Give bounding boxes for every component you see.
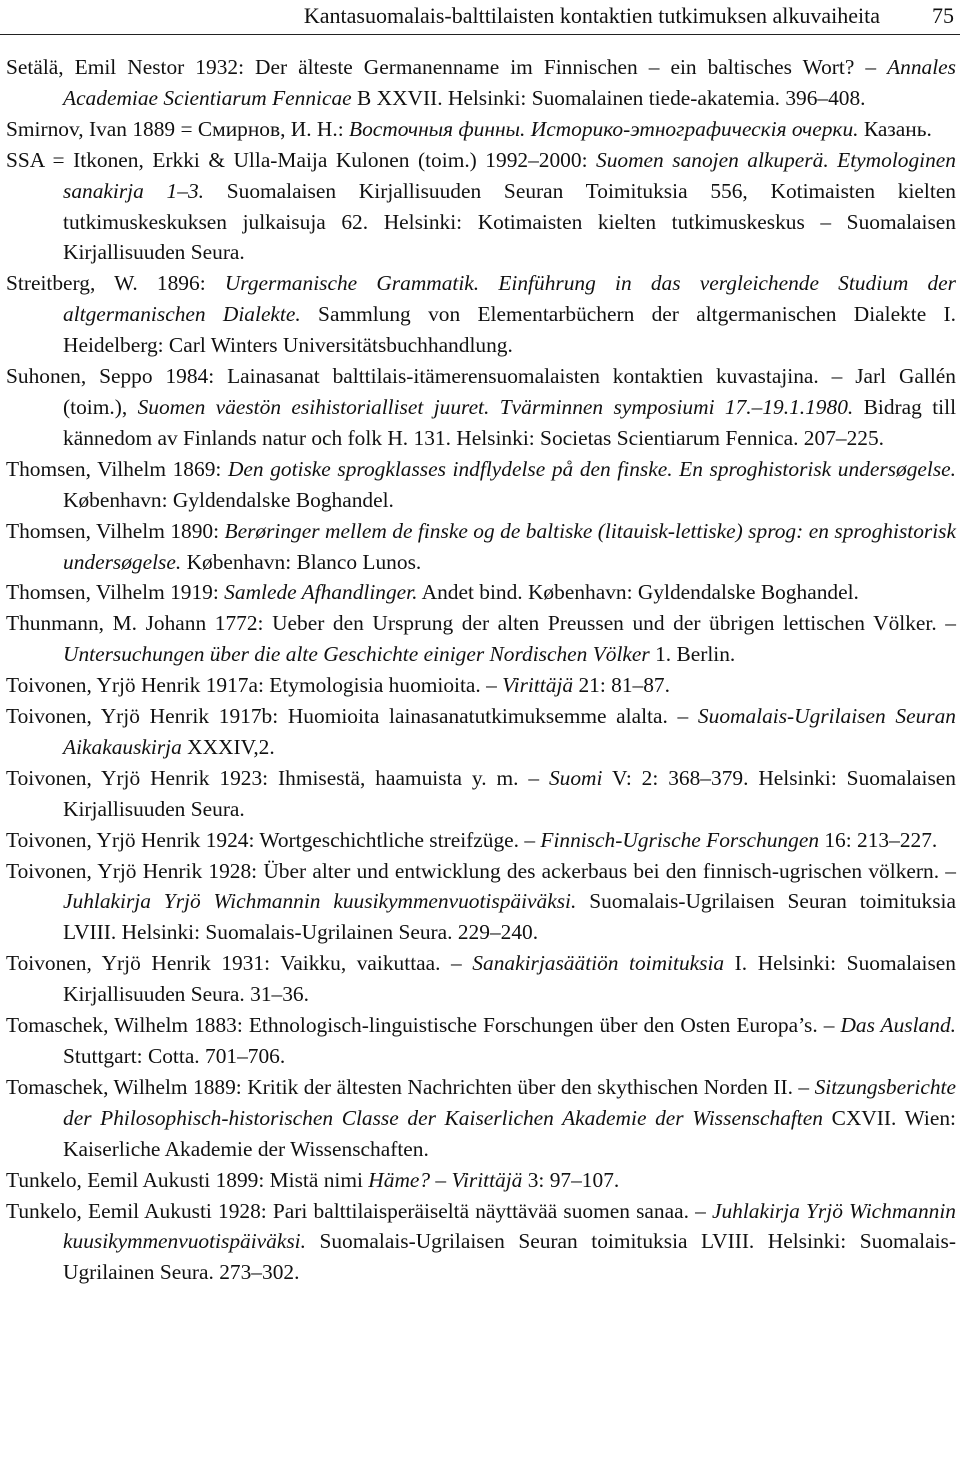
reference-entry: [6, 52, 956, 114]
reference-entry: [6, 608, 956, 670]
reference-title-text: Finnisch-Ugrische Forschungen: [540, 827, 820, 852]
reference-entry: [6, 701, 956, 763]
reference-text: Thomsen, Vilhelm 1919:: [6, 580, 225, 605]
reference-title-text: Annales Academiae Scientiarum Fennicae: [63, 55, 956, 110]
reference-entry: [6, 1072, 956, 1165]
reference-entry: [6, 1196, 956, 1289]
reference-text: Toivonen, Yrjö Henrik 1931: Vaikku, vaikuttaa. –: [6, 951, 473, 976]
reference-title-text: Suomi: [548, 765, 603, 790]
reference-text: Streitberg, W. 1896:: [6, 271, 225, 296]
running-header: [0, 0, 960, 35]
reference-title-text: Suomen sanojen alkuperä. Etymologinen sanakirja 1–3.: [63, 147, 956, 203]
reference-entry: [6, 454, 956, 516]
reference-entry: [6, 577, 956, 608]
reference-text: Toivonen, Yrjö Henrik 1928: Über alter und entwicklung des ackerbaus bei den finnisch-ugrischen völkern. –: [6, 858, 956, 883]
reference-text: 16: 213–227.: [819, 827, 938, 852]
reference-text: 1. Berlin.: [649, 642, 736, 667]
reference-text: Toivonen, Yrjö Henrik 1917b: Huomioita lainasanatutkimuksemme alalta. –: [6, 704, 698, 729]
reference-title-text: Sanakirjasäätiön toimituksia: [472, 951, 725, 976]
reference-text: Tomaschek, Wilhelm 1883: Ethnologisch-linguistische Forschungen über den Osten Europa’s. –: [6, 1013, 841, 1038]
reference-title-text: Suomalais-Ugrilaisen Seuran Aikakauskirja: [63, 704, 956, 759]
reference-text: I. Helsinki: Suomalaisen Kirjallisuuden Seura. 31–36.: [63, 951, 957, 1007]
reference-text: Toivonen, Yrjö Henrik 1917a: Etymologisia huomioita. –: [6, 673, 503, 698]
reference-text: Toivonen, Yrjö Henrik 1924: Wortgeschichtliche streifzüge. –: [6, 827, 541, 852]
reference-title-text: Juhlakirja Yrjö Wichmannin kuusikymmenvuotispäiväksi.: [63, 889, 577, 914]
reference-entry: [6, 268, 956, 361]
reference-title-text: Den gotiske sprogklasses indflydelse på den finske. En sproghistorisk undersøgelse.: [227, 456, 956, 481]
reference-text: København: Gyldendalske Boghandel.: [63, 487, 394, 512]
reference-text: Suhonen, Seppo 1984: Lainasanat balttilais-itämerensuomalaisten kontaktien kuvastajina. – Jarl Gallén (toim.),: [6, 364, 956, 419]
reference-entry: [6, 948, 956, 1010]
reference-title-text: Urgermanische Grammatik. Einführung in das vergleichende Studium der altgermanischen Dialekte.: [63, 271, 957, 327]
reference-title-text: Sitzungsberichte der Philosophisch-historischen Classe der Kaiserlichen Akademie der Wissenschaften: [63, 1074, 956, 1130]
reference-text: Andet bind. København: Gyldendalske Boghandel.: [417, 580, 859, 605]
reference-title-text: Das Ausland.: [840, 1013, 956, 1038]
reference-text: Tomaschek, Wilhelm 1889: Kritik der ältesten Nachrichten über den skythischen Norden II. –: [6, 1074, 815, 1099]
reference-title-text: Samlede Afhandlinger.: [224, 580, 418, 605]
reference-text: V: 2: 368–379. Helsinki: Suomalaisen Kirjallisuuden Seura.: [63, 765, 956, 821]
reference-text: Toivonen, Yrjö Henrik 1923: Ihmisestä, haamuista y. m. –: [6, 765, 549, 790]
reference-text: Bidrag till kännedom av Finlands natur och folk H. 131. Helsinki: Societas Scientiarum Fennica. 207–225.: [63, 394, 957, 450]
reference-text: SSA = Itkonen, Erkki & Ulla-Maija Kulonen (toim.) 1992–2000:: [6, 147, 597, 172]
reference-title-text: Suomen väestön esihistorialliset juuret. Tvärminnen symposiumi 17.–19.1.1980.: [137, 394, 854, 419]
reference-text: Suomalais-Ugrilaisen Seuran toimituksia LVIII. Helsinki: Suomalais-Ugrilainen Seura. 273–302.: [63, 1229, 956, 1285]
reference-entry: [6, 825, 956, 856]
reference-entry: [6, 856, 956, 949]
running-title: Kantasuomalais-balttilaisten kontaktien tutkimuksen alkuvaiheita: [303, 3, 880, 28]
reference-entry: [6, 763, 956, 825]
reference-text: Setälä, Emil Nestor 1932: Der älteste Germanenname im Finnischen – ein baltisches Wort? –: [6, 55, 888, 79]
reference-text: XXXIV,2.: [181, 734, 275, 759]
reference-text: København: Blanco Lunos.: [181, 549, 422, 574]
reference-entry: [6, 114, 956, 145]
reference-title-text: Häme? – Virittäjä: [368, 1167, 523, 1192]
reference-title-text: Berøringer mellem de finske og de baltiske (litauisk-lettiske) sprog: en sproghistorisk undersøgelse.: [63, 518, 956, 574]
reference-title-text: Восточныя финны. Историко-этнографическія очерки.: [349, 116, 859, 141]
reference-title-text: Juhlakirja Yrjö Wichmannin kuusikymmenvuotispäiväksi.: [63, 1198, 956, 1254]
reference-text: 21: 81–87.: [573, 673, 670, 698]
reference-entry: [6, 145, 956, 269]
reference-entry: [6, 670, 956, 701]
reference-text: CXVII. Wien: Kaiserliche Akademie der Wissenschaften.: [63, 1105, 956, 1161]
reference-entry: [6, 361, 956, 454]
reference-text: B XXVII. Helsinki: Suomalainen tiede-akatemia. 396–408.: [351, 85, 866, 110]
reference-list: [6, 52, 956, 1288]
reference-text: 3: 97–107.: [522, 1167, 620, 1192]
reference-text: Suomalais-Ugrilaisen Seuran toimituksia LVIII. Helsinki: Suomalais-Ugrilainen Seura. 229–240.: [63, 889, 956, 945]
reference-title-text: Untersuchungen über die alte Geschichte einiger Nordischen Völker: [63, 642, 650, 667]
reference-entry: [6, 1010, 956, 1072]
reference-text: Stuttgart: Cotta. 701–706.: [63, 1044, 286, 1068]
reference-title-text: Virittäjä: [502, 673, 574, 698]
reference-text: Thomsen, Vilhelm 1869:: [6, 456, 228, 481]
reference-text: Tunkelo, Eemil Aukusti 1928: Pari balttilaisperäiseltä näyttävää suomen sanaa. –: [6, 1198, 712, 1223]
reference-text: Tunkelo, Eemil Aukusti 1899: Mistä nimi: [6, 1167, 369, 1192]
reference-text: Казань.: [858, 116, 932, 141]
reference-text: Thomsen, Vilhelm 1890:: [6, 518, 225, 543]
reference-entry: [6, 516, 956, 578]
reference-text: Thunmann, M. Johann 1772: Ueber den Ursprung der alten Preussen und der übrigen lettischen Völker. –: [6, 611, 956, 636]
page-number: 75: [932, 3, 954, 28]
reference-entry: [6, 1165, 956, 1196]
reference-text: Smirnov, Ivan 1889 = Смирнов, И. Н.:: [6, 116, 350, 141]
reference-text: Sammlung von Elementarbüchern der altgermanischen Dialekte I. Heidelberg: Carl Winters Universitätsbuchhandlung.: [63, 302, 957, 358]
reference-text: Suomalaisen Kirjallisuuden Seuran Toimituksia 556, Kotimaisten kielten tutkimuskeskuksen julkaisuja 62. Helsinki: Kotimaisten kielten tutkimuskeskus – Suomalaisen Kirjallisuuden Seura.: [63, 178, 957, 265]
